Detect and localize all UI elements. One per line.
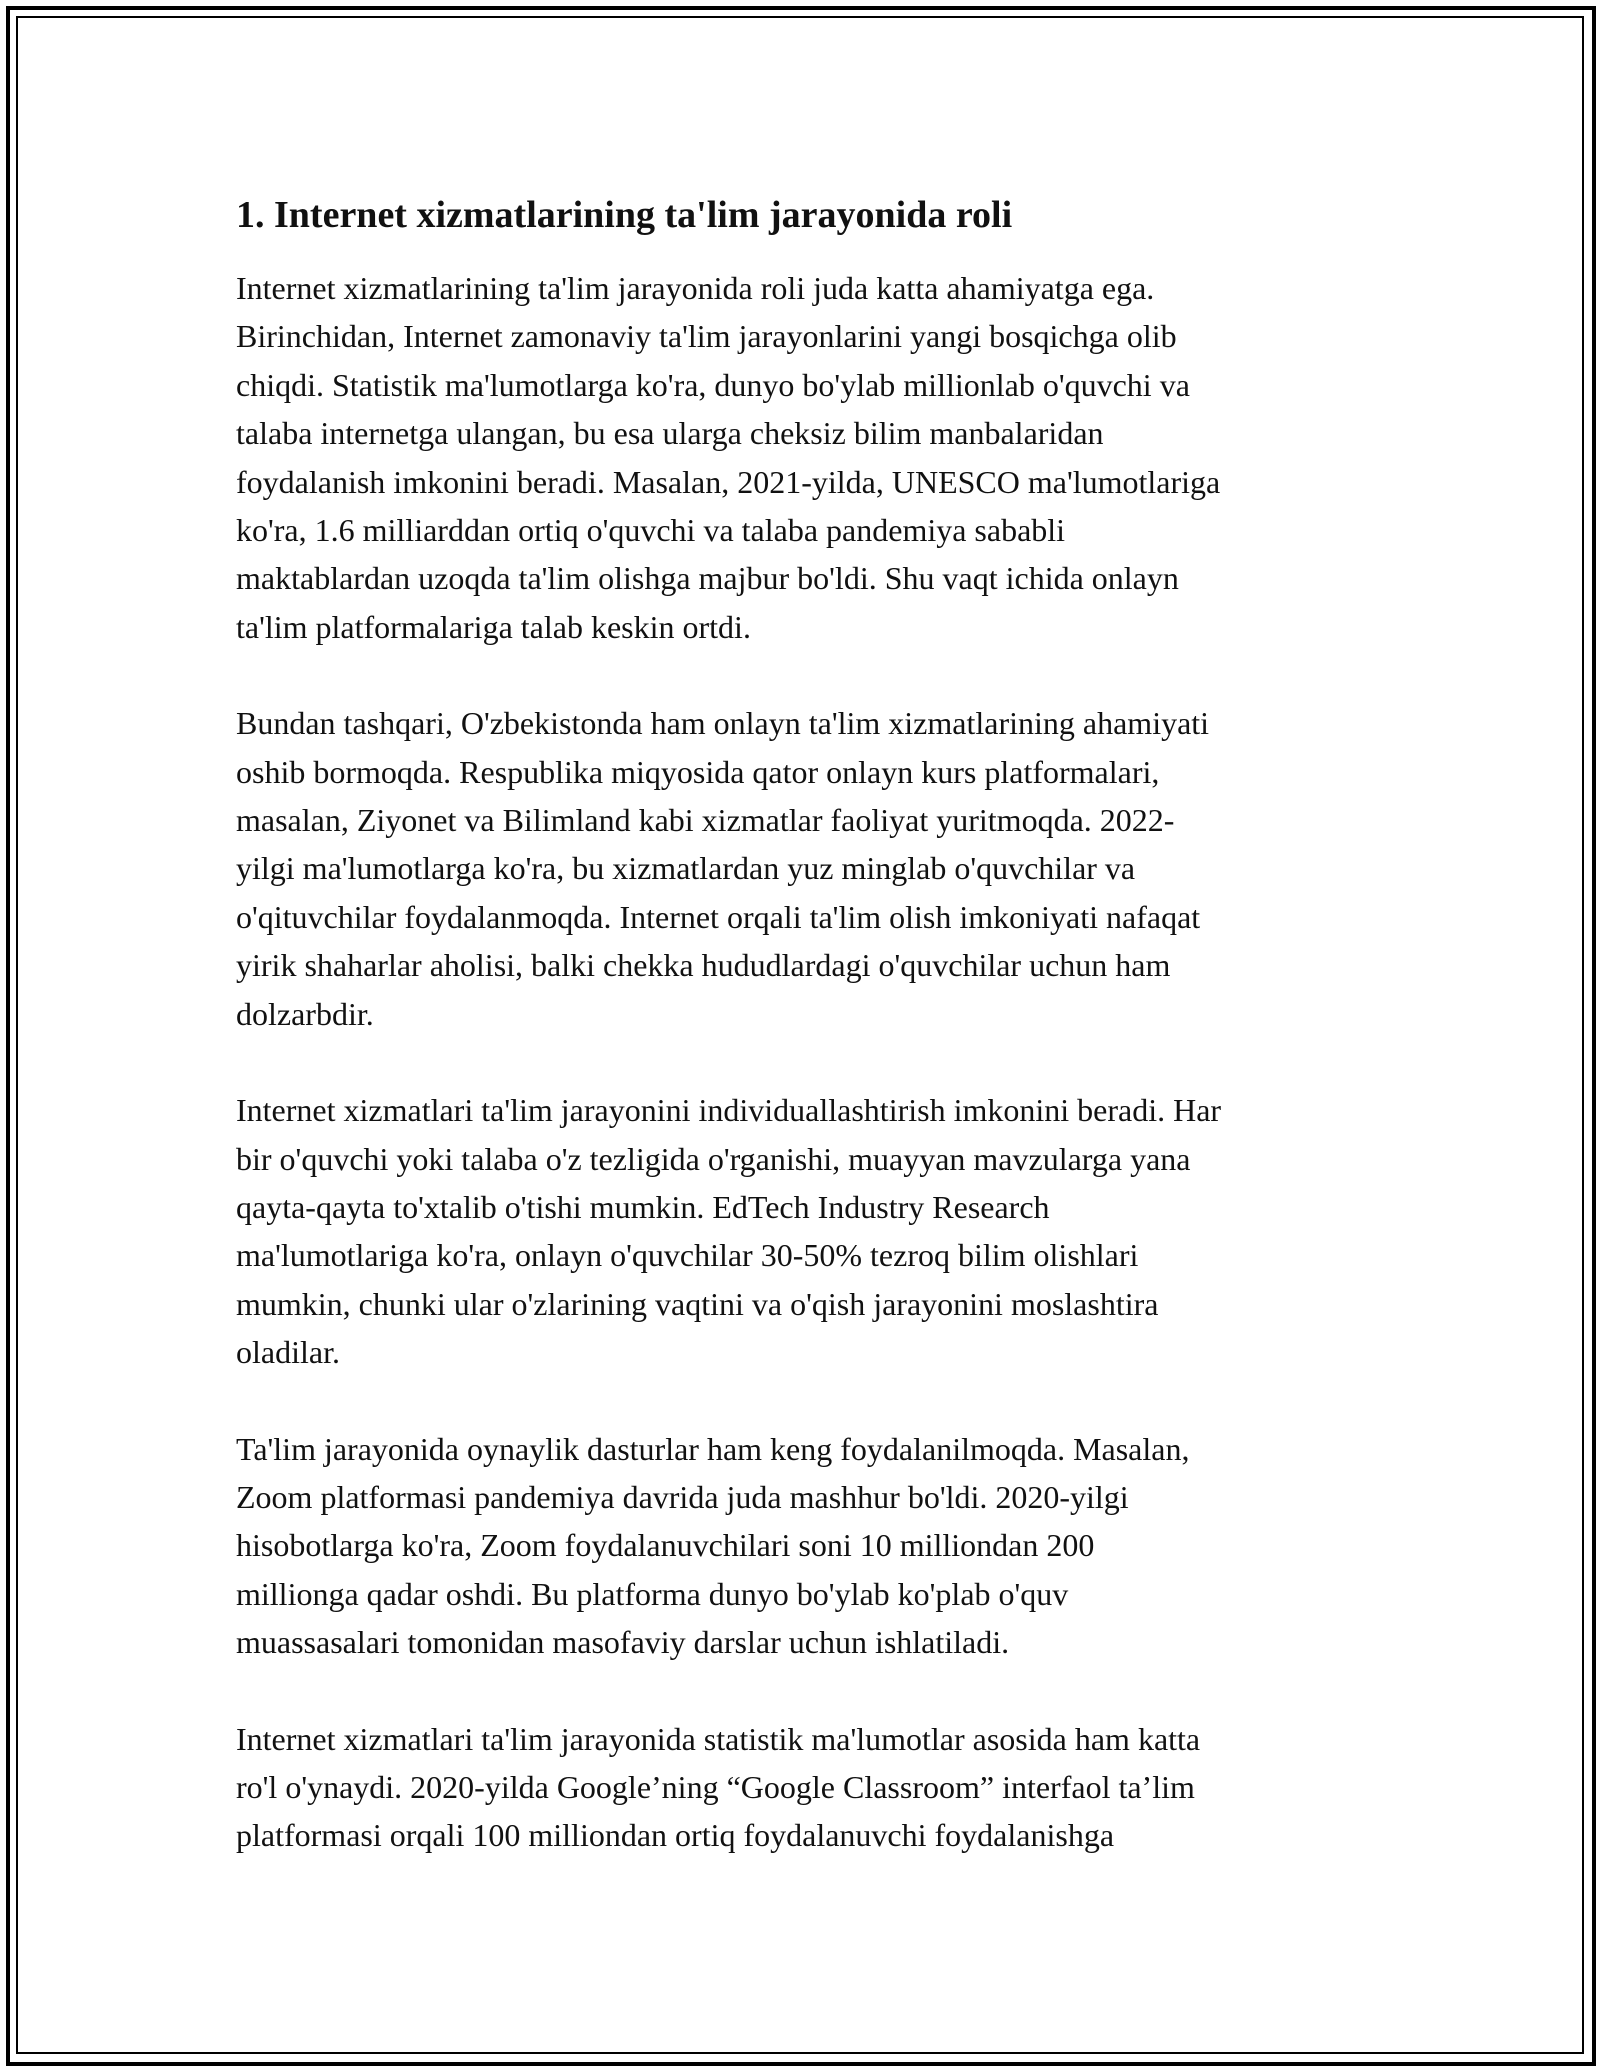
paragraph-5: Internet xizmatlari ta'lim jarayonida statistik ma'lumotlar asosida ham katta ro'l o'ynaydi. 2020-yilda Google’ning “Google Classroom” interfaol ta’lim platformasi orqali 100 milliondan ortiq foydalanuvchi foydalanishga (236, 1720, 1201, 1854)
document-body (236, 186, 1366, 1908)
paragraph-3: Internet xizmatlari ta'lim jarayonini individuallashtirish imkonini beradi. Har bir o'quvchi yoki talaba o'z tezligida o'rganishi, muayyan mavzularga yana qayta-qayta to'xtalib o'tishi mumkin. EdTech Industry Research ma'lumotlariga ko'ra, onlayn o'quvchilar 30-50% tezroq bilim olishlari mumkin, chunki ular o'zlarining vaqtini va o'qish jarayonini moslashtira oladilar. (236, 1092, 1222, 1371)
section-heading: 1. Internet xizmatlarining ta'lim jarayonida roli (236, 194, 1013, 236)
paragraph-2: Bundan tashqari, O'zbekistonda ham onlayn ta'lim xizmatlarining ahamiyati oshib bormoqda. Respublika miqyosida qator onlayn kurs platformalari, masalan, Ziyonet va Bilimland kabi xizmatlar faoliyat yuritmoqda. 2022- yilgi ma'lumotlarga ko'ra, bu xizmatlardan yuz minglab o'quvchilar va o'qituvchilar foydalanmoqda. Internet orqali ta'lim olish imkoniyati nafaqat yirik shaharlar aholisi, balki chekka hududlardagi o'quvchilar uchun ham dolzarbdir. (236, 705, 1210, 1032)
paragraph-1: Internet xizmatlarining ta'lim jarayonida roli juda katta ahamiyatga ega. Birinchidan, Internet zamonaviy ta'lim jarayonlarini yangi bosqichga olib chiqdi. Statistik ma'lumotlarga ko'ra, dunyo bo'ylab millionlab o'quvchi va talaba internetga ulangan, bu esa ularga cheksiz bilim manbalaridan foydalanish imkonini beradi. Masalan, 2021-yilda, UNESCO ma'lumotlariga ko'ra, 1.6 milliarddan ortiq o'quvchi va talaba pandemiya sababli maktablardan uzoqda ta'lim olishga majbur bo'ldi. Shu vaqt ichida onlayn ta'lim platformalariga talab keskin ortdi. (236, 270, 1221, 645)
paragraph-4: Ta'lim jarayonida oynaylik dasturlar ham keng foydalanilmoqda. Masalan, Zoom platformasi pandemiya davrida juda mashhur bo'ldi. 2020-yilgi hisobotlarga ko'ra, Zoom foydalanuvchilari soni 10 milliondan 200 millionga qadar oshdi. Bu platforma dunyo bo'ylab ko'plab o'quv muassasalari tomonidan masofaviy darslar uchun ishlatiladi. (236, 1430, 1190, 1661)
